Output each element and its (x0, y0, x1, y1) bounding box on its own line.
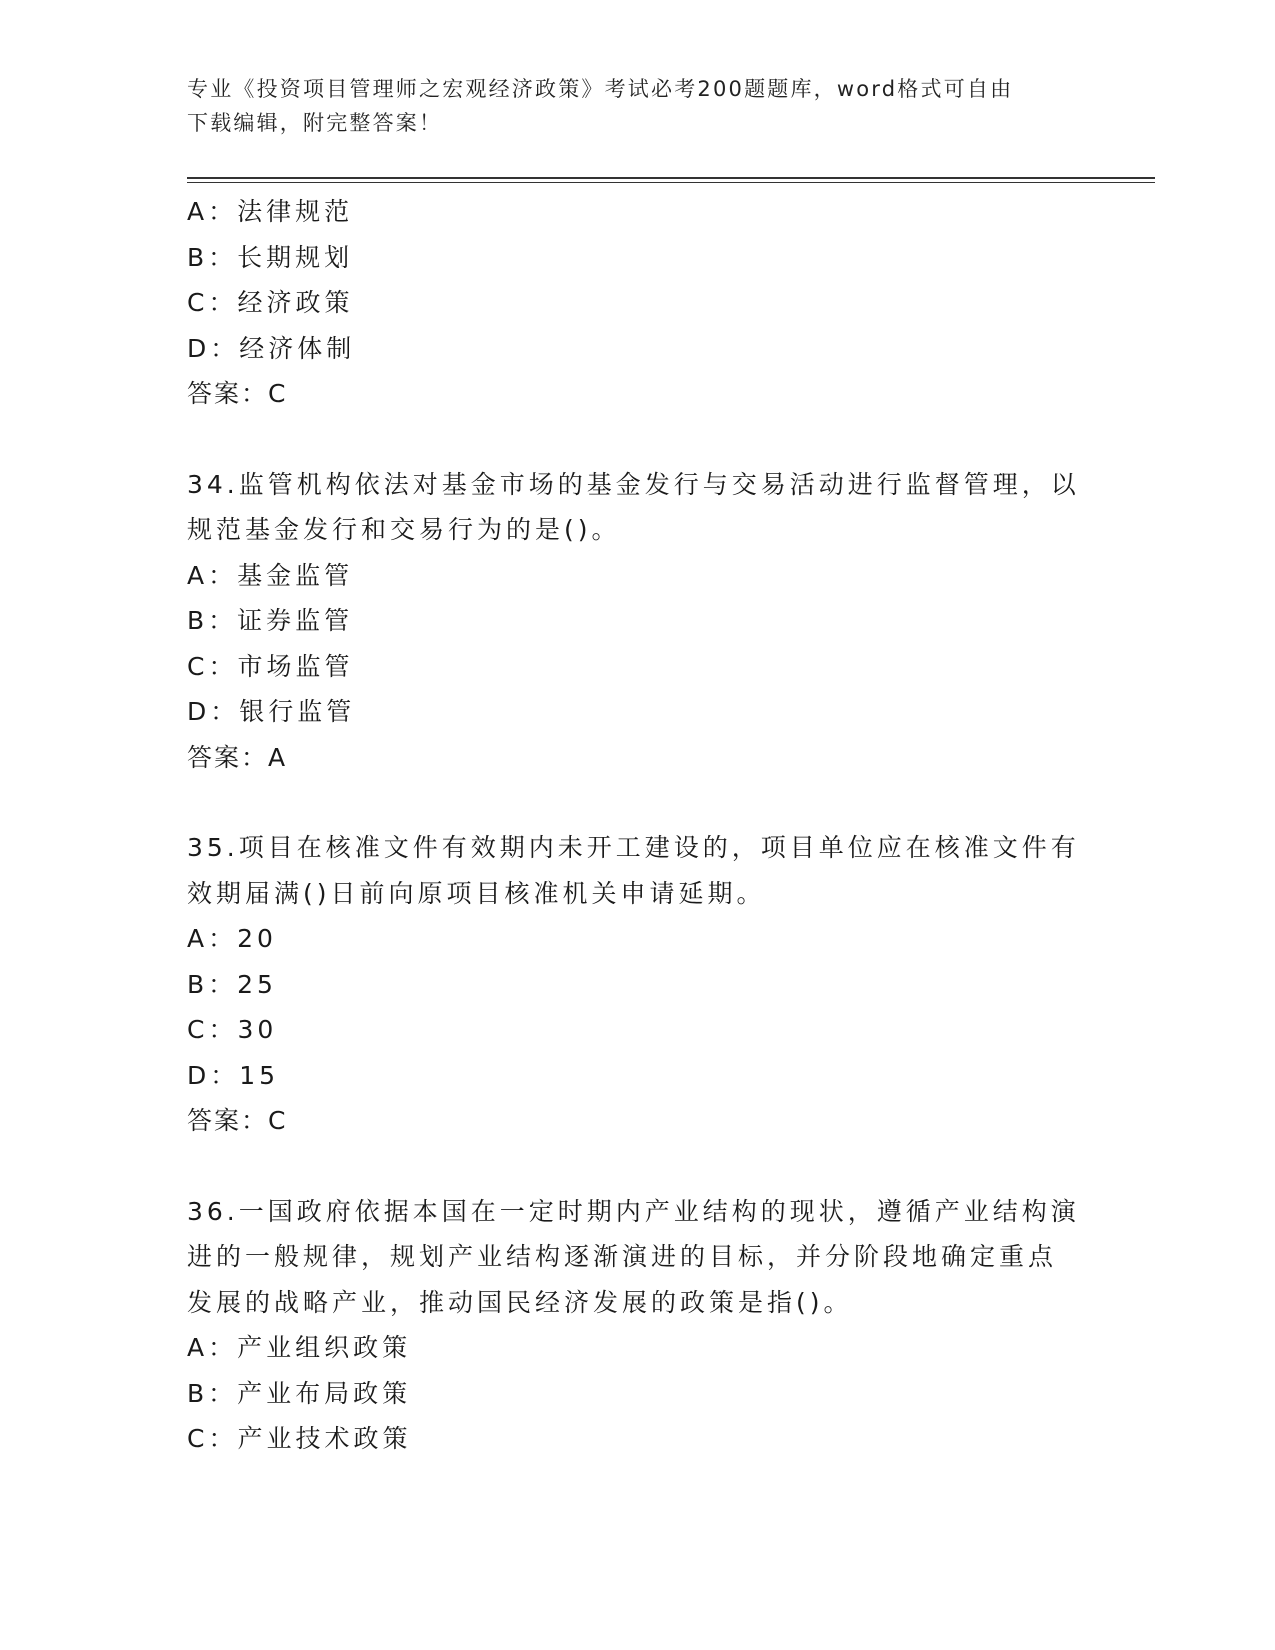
spacer (187, 417, 1087, 462)
question-33 (187, 189, 1087, 417)
option-a: A：法律规范 (187, 197, 354, 226)
option-d: D：银行监管 (187, 697, 356, 726)
answer: 答案：C (187, 379, 288, 408)
option-b: B：证券监管 (187, 606, 354, 635)
spacer (187, 1144, 1087, 1189)
question-stem-line: 发展的战略产业，推动国民经济发展的政策是指()。 (187, 1287, 853, 1317)
header-line-2: 下载编辑，附完整答案！ (187, 111, 443, 135)
answer: 答案：C (187, 1106, 288, 1135)
option-d: D：15 (187, 1060, 280, 1090)
question-36 (187, 1189, 1087, 1462)
option-c: C：市场监管 (187, 651, 354, 681)
option-b: B：25 (187, 969, 277, 999)
question-35 (187, 825, 1087, 1144)
option-a: A：产业组织政策 (187, 1333, 412, 1362)
option-b: B：产业布局政策 (187, 1378, 412, 1408)
option-b: B：长期规划 (187, 242, 354, 272)
header-divider-thick (187, 177, 1155, 179)
question-stem-line: 36.一国政府依据本国在一定时期内产业结构的现状，遵循产业结构演 (187, 1196, 1080, 1226)
header-divider-thin (187, 182, 1155, 183)
option-c: C：经济政策 (187, 288, 354, 317)
header-line-1: 专业《投资项目管理师之宏观经济政策》考试必考200题题库，word格式可自由 (187, 77, 1014, 101)
document-header (187, 72, 1087, 140)
question-stem-line: 规范基金发行和交易行为的是()。 (187, 515, 621, 544)
answer: 答案：A (187, 742, 288, 772)
option-d: D：经济体制 (187, 333, 356, 363)
question-list (187, 189, 1087, 1462)
question-stem-line: 34.监管机构依法对基金市场的基金发行与交易活动进行监督管理，以 (187, 469, 1080, 499)
option-a: A：20 (187, 924, 277, 953)
question-stem-line: 效期届满()日前向原项目核准机关申请延期。 (187, 878, 766, 908)
option-a: A：基金监管 (187, 560, 354, 590)
option-c: C：30 (187, 1015, 278, 1044)
question-stem-line: 进的一般规律，规划产业结构逐渐演进的目标，并分阶段地确定重点 (187, 1242, 1058, 1271)
question-stem-line: 35.项目在核准文件有效期内未开工建设的，项目单位应在核准文件有 (187, 833, 1080, 862)
spacer (187, 780, 1087, 825)
question-34 (187, 462, 1087, 781)
option-c: C：产业技术政策 (187, 1424, 412, 1453)
